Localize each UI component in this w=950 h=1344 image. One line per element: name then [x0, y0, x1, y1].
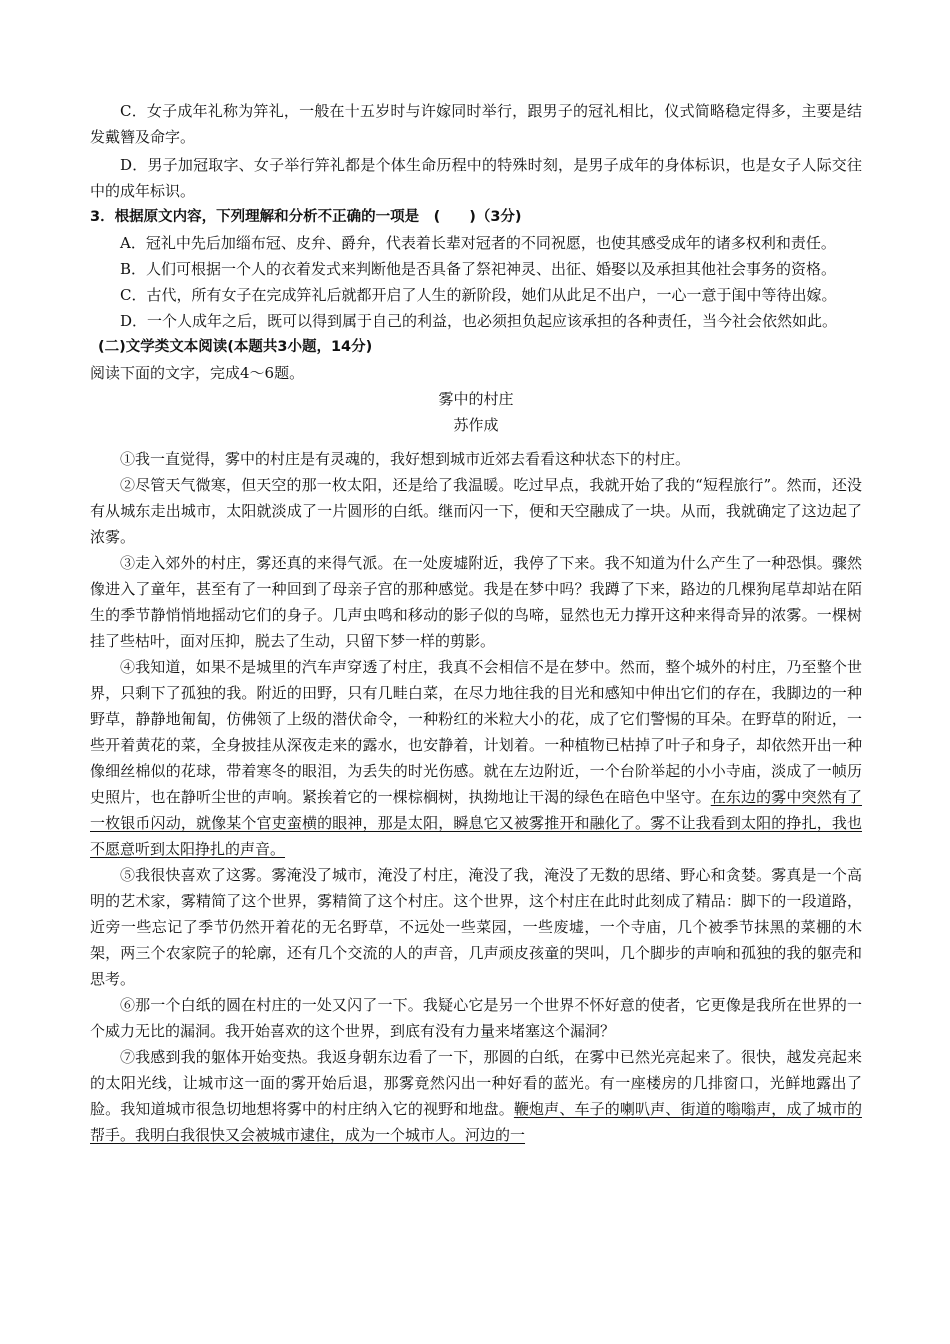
- q3-title: 3．根据原文内容，下列理解和分析不正确的一项是 ( )（3分): [90, 209, 522, 225]
- document-page: [90, 98, 862, 1148]
- article-paragraph-4-underlined: 在东边的雾中突然有了一枚银币闪动，就像某个官吏蛮横的眼神，那是太阳，瞬息它又被雾推开和融化了。雾不让我看到太阳的挣扎，我也不愿意听到太阳挣扎的声音。: [90, 788, 862, 858]
- article-paragraph-4-text: ④我知道，如果不是城里的汽车声穿透了村庄，我真不会相信不是在梦中。然而，整个城外的村庄，乃至整个世界，只剩下了孤独的我。附近的田野，只有几畦白菜，在尽力地往我的目光和感知中伸出它们的存在，我脚边的一种野草，静静地匍匐，仿佛领了上级的潜伏命令，一种粉红的米粒大小的花，成了它们警惕的耳朵。在野草的附近，一些开着黄花的菜，全身披挂从深夜走来的露水，也安静着，计划着。一种植物已枯掉了叶子和身子，却依然开出一种像细丝棉似的花球，带着寒冬的眼泪，为丢失的时光伤感。就在左边附近，一个台阶举起的小小寺庙，淡成了一帧历史照片，也在静听尘世的声响。紧挨着它的一棵棕榈树，执拗地让干渴的绿色在暗色中坚守。: [90, 658, 862, 806]
- article-paragraph-5: ⑤我很快喜欢了这雾。雾淹没了城市，淹没了村庄，淹没了我，淹没了无数的思绪、野心和贪婪。雾真是一个高明的艺术家，雾精简了这个世界，雾精简了这个村庄。这个世界，这个村庄在此时此刻成了精品：脚下的一段道路，近旁一些忘记了季节仍然开着花的无名野草，不远处一些菜园，一些废墟，一个寺庙，几个被季节抹黑的菜棚的木架，两三个农家院子的轮廓，还有几个交流的人的声音，几声顽皮孩童的哭叫，几个脚步的声响和孤独的我的躯壳和思考。: [90, 866, 862, 988]
- article-paragraph-1: ①我一直觉得，雾中的村庄是有灵魂的，我好想到城市近郊去看看这种状态下的村庄。: [120, 450, 691, 468]
- article-paragraph-7-underlined: 鞭炮声、车子的喇叭声、街道的嗡嗡声，成了城市的帮手。我明白我很快又会被城市逮住，成为一个城市人。河边的一: [90, 1100, 862, 1144]
- article-paragraph-7: [90, 1044, 862, 1148]
- q3-option-d: D．一个人成年之后，既可以得到属于自己的利益，也必须担负起应该承担的各种责任，当今社会依然如此。: [120, 312, 838, 330]
- article-paragraph-3: ③走入郊外的村庄，雾还真的来得气派。在一处废墟附近，我停了下来。我不知道为什么产生了一种恐惧。骤然像进入了童年，甚至有了一种回到了母亲子宫的那种感觉。我是在梦中吗？我蹲了下来，路边的几棵狗尾草却站在陌生的季节静悄悄地摇动它们的身子。几声虫鸣和移动的影子似的鸟啼，显然也无力撑开这种来得奇异的浓雾。一棵树挂了些枯叶，面对压抑，脱去了生动，只留下梦一样的剪影。: [90, 554, 862, 650]
- section-title: (二)文学类文本阅读(本题共3小题，14分): [98, 339, 373, 355]
- q2-option-d: D．男子加冠取字、女子举行笄礼都是个体生命历程中的特殊时刻，是男子成年的身体标识，也是女子人际交往中的成年标识。: [90, 156, 862, 200]
- q3-option-b: B．人们可根据一个人的衣着发式来判断他是否具备了祭祀神灵、出征、婚娶以及承担其他社会事务的资格。: [120, 260, 837, 278]
- article-paragraph-4: [90, 654, 862, 862]
- q3-option-a: A．冠礼中先后加缁布冠、皮弁、爵弁，代表着长辈对冠者的不同祝愿，也使其感受成年的诸多权利和责任。: [120, 234, 836, 252]
- section-instruction: 阅读下面的文字，完成4～6题。: [90, 364, 305, 382]
- article-title: 雾中的村庄: [438, 390, 514, 408]
- article-paragraph-2: ②尽管天气微寒，但天空的那一枚太阳，还是给了我温暖。吃过早点，我就开始了我的“短程旅行”。然而，还没有从城东走出城市，太阳就淡成了一片圆形的白纸。继而闪一下，便和天空融成了一块。从而，我就确定了这边起了浓雾。: [90, 476, 862, 546]
- article-paragraph-6: ⑥那一个白纸的圆在村庄的一处又闪了一下。我疑心它是另一个世界不怀好意的使者，它更像是我所在世界的一个威力无比的漏洞。我开始喜欢的这个世界，到底有没有力量来堵塞这个漏洞？: [90, 996, 862, 1040]
- q3-option-c: C．古代，所有女子在完成笄礼后就都开启了人生的新阶段，她们从此足不出户，一心一意于闺中等待出嫁。: [120, 286, 837, 304]
- q2-option-c: C．女子成年礼称为笄礼，一般在十五岁时与许嫁同时举行，跟男子的冠礼相比，仪式简略稳定得多，主要是结发戴簪及命字。: [90, 102, 862, 146]
- article-paragraph-7-text: ⑦我感到我的躯体开始变热。我返身朝东边看了一下，那圆的白纸，在雾中已然光亮起来了。很快，越发亮起来的太阳光线，让城市这一面的雾开始后退，那雾竟然闪出一种好看的蓝光。有一座楼房的几排窗口，光鲜地露出了脸。我知道城市很急切地想将雾中的村庄纳入它的视野和地盘。: [90, 1048, 862, 1118]
- article-author: 苏作成: [453, 416, 499, 434]
